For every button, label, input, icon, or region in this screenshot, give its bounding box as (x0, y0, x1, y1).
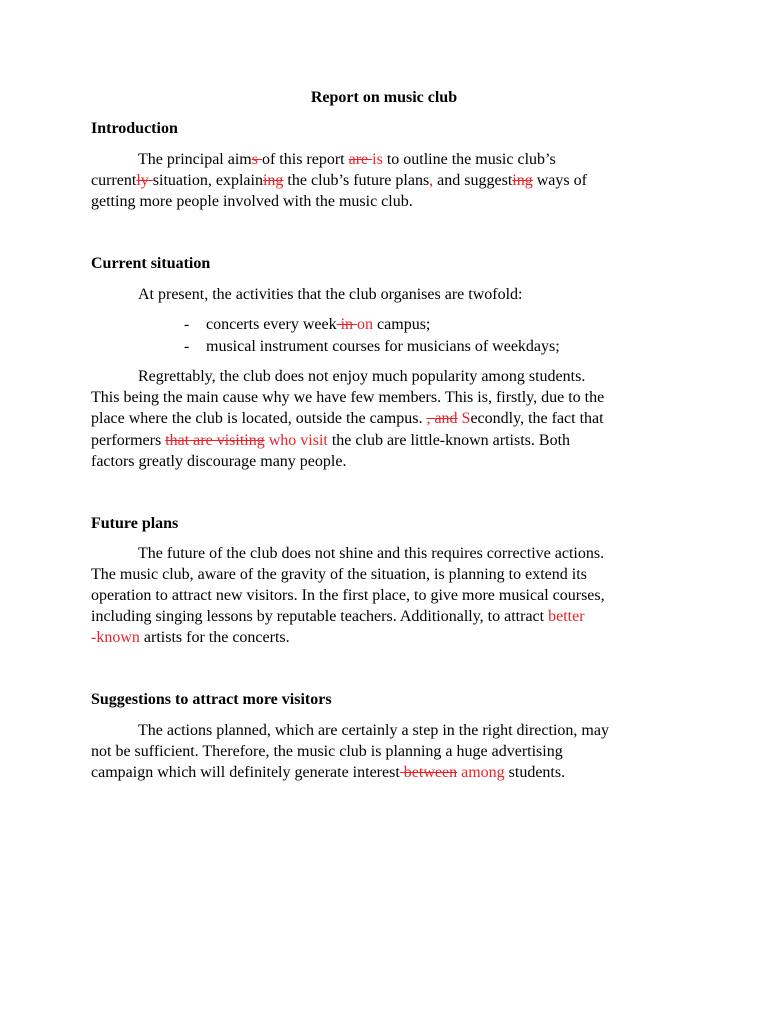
deleted-text: , and (426, 410, 458, 427)
heading-future-plans: Future plans (91, 515, 179, 532)
deleted-text: that are visiting (165, 432, 265, 449)
inserted-text: among (457, 764, 505, 781)
text-run: of this report (261, 151, 349, 168)
text-run: performers (91, 432, 166, 449)
text-run: campus; (373, 316, 431, 333)
text-run: concerts every week (206, 316, 337, 333)
text-run: and suggest (433, 172, 513, 189)
deleted-text: ing (512, 172, 533, 189)
heading-introduction: Introduction (91, 120, 178, 137)
inserted-text: -known (91, 629, 140, 646)
inserted-text: who visit (264, 432, 328, 449)
text-run: situation, explain (152, 172, 263, 189)
text-run: artists for the concerts. (139, 629, 290, 646)
deleted-text: ing (262, 172, 284, 189)
future-line-1: The future of the club does not shine and this requires corrective actions. (138, 545, 605, 562)
bullet-item-2 (184, 336, 560, 357)
future-line-3: operation to attract new visitors. In the first place, to give more musical courses, (91, 587, 605, 604)
current-para-line-5: factors greatly discourage many people. (91, 453, 347, 470)
deleted-text: s (251, 151, 262, 168)
bullet-marker: - (184, 316, 190, 333)
current-para-line-4 (91, 430, 570, 451)
inserted-text: , (429, 172, 434, 189)
future-line-4 (91, 606, 585, 627)
text-run: including singing lessons by reputable teachers. Additionally, to attract (91, 608, 549, 625)
deleted-text: are (348, 151, 373, 168)
text-run: econdly, the fact that (470, 410, 604, 427)
suggest-line-1: The actions planned, which are certainly a step in the right direction, may (138, 722, 609, 739)
deleted-text: between (399, 764, 458, 781)
inserted-text: on (357, 316, 374, 333)
current-para-line-1: Regrettably, the club does not enjoy much popularity among students. (138, 368, 586, 385)
inserted-text: better (548, 608, 585, 625)
text-run: ways of (532, 172, 587, 189)
current-lead: At present, the activities that the club organises are twofold: (138, 286, 523, 303)
intro-line-1 (138, 149, 556, 170)
text-run: students. (504, 764, 566, 781)
text-run: the club’s future plans (283, 172, 430, 189)
text-run: campaign which will definitely generate interest (91, 764, 400, 781)
bullet-marker: - (184, 338, 190, 355)
suggest-line-3 (91, 762, 565, 783)
inserted-text: is (372, 151, 383, 168)
text-run: current (91, 172, 137, 189)
heading-current-situation: Current situation (91, 255, 211, 272)
text-run: place where the club is located, outside the campus. (91, 410, 427, 427)
deleted-text: in (336, 316, 358, 333)
future-line-2: The music club, aware of the gravity of the situation, is planning to extend its (91, 566, 587, 583)
text-run: musical instrument courses for musicians of weekdays; (206, 338, 560, 355)
report-title: Report on music club (310, 89, 458, 106)
future-line-5 (91, 627, 290, 648)
text-run: the club are little-known artists. Both (327, 432, 571, 449)
text-run: The principal aim (138, 151, 252, 168)
bullet-item-1 (184, 314, 430, 335)
heading-suggestions: Suggestions to attract more visitors (91, 691, 332, 708)
deleted-text: ly (136, 172, 153, 189)
intro-line-3: getting more people involved with the music club. (91, 193, 413, 210)
intro-line-2 (91, 170, 587, 191)
current-para-line-3 (91, 408, 604, 429)
suggest-line-2: not be sufficient. Therefore, the music club is planning a huge advertising (91, 743, 563, 760)
text-run: to outline the music club’s (382, 151, 556, 168)
current-para-line-2: This being the main cause why we have few members. This is, firstly, due to the (91, 389, 605, 406)
inserted-text: S (457, 410, 471, 427)
